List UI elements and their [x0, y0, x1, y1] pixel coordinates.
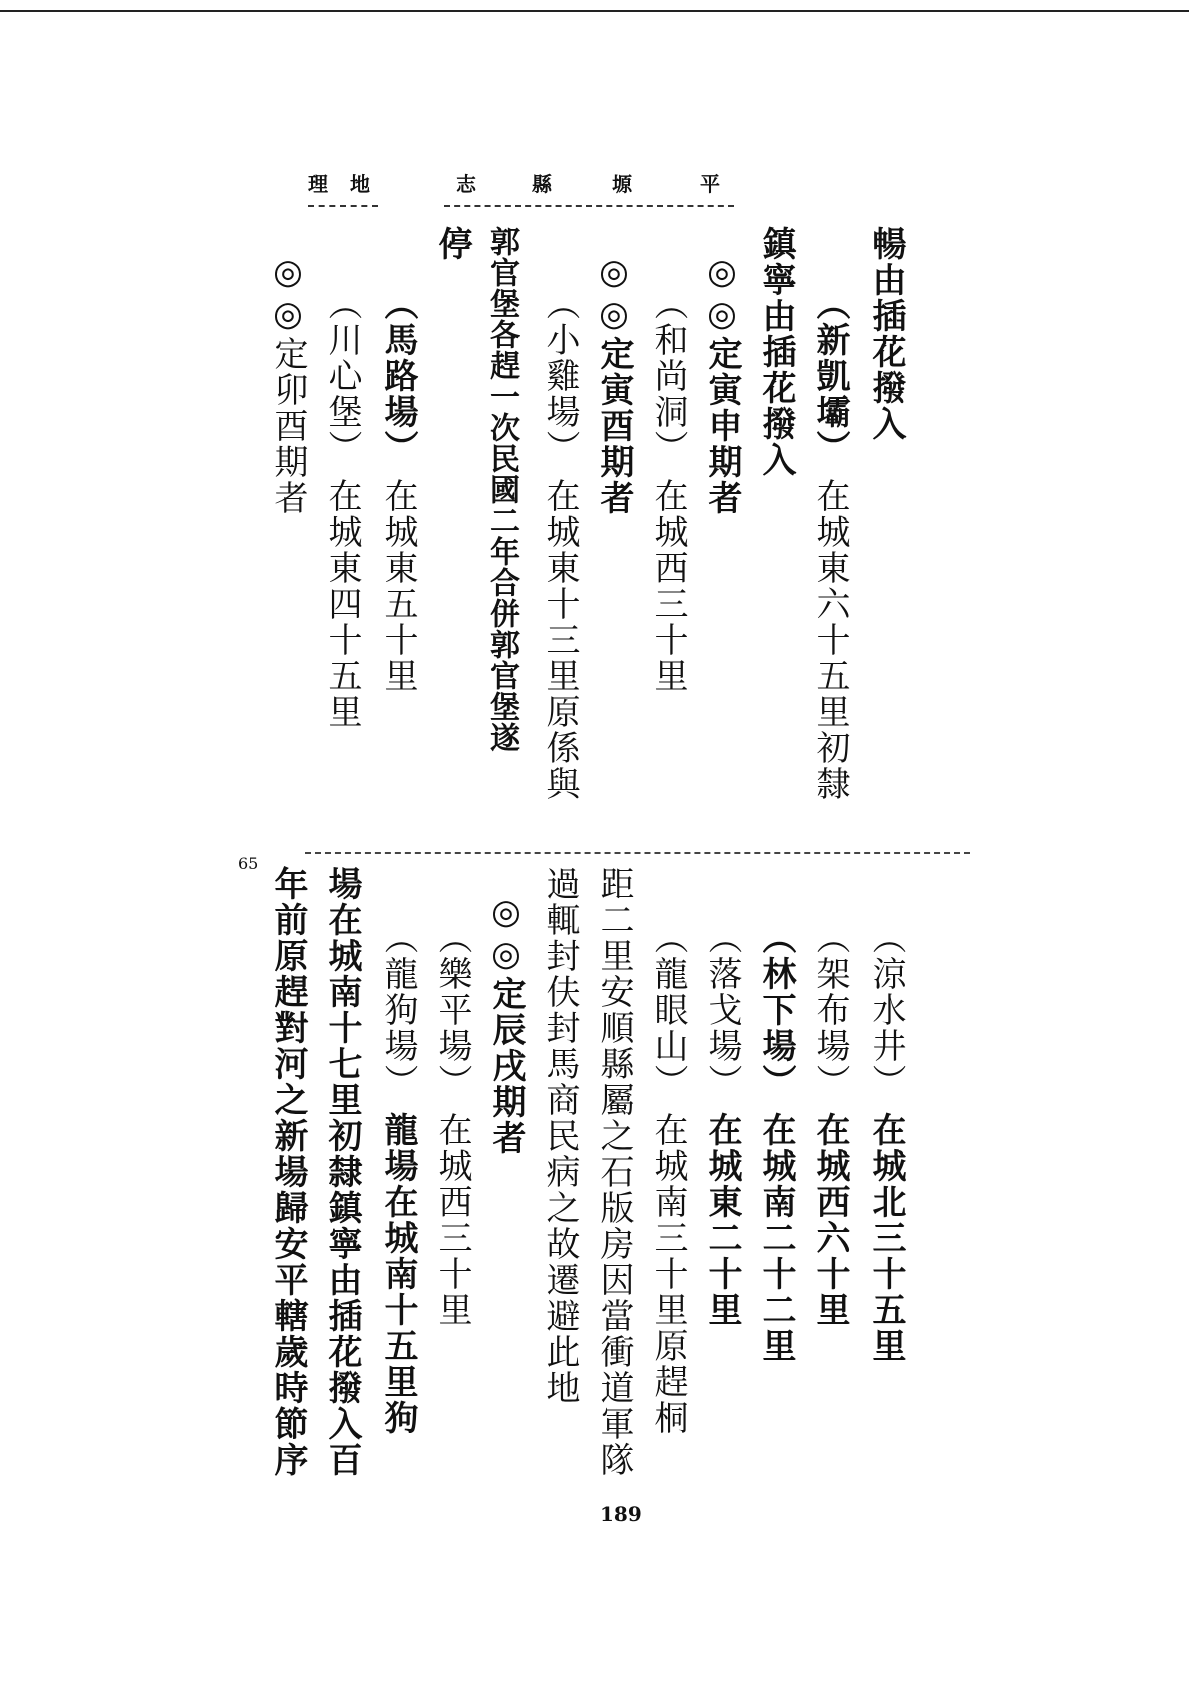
top-border-rule	[0, 10, 1189, 12]
lower-column-4: 在城西六十里	[810, 1112, 850, 1328]
upper-column-12: 停	[432, 226, 472, 262]
page-number: 189	[600, 1502, 642, 1526]
upper-column-13: （馬路場）	[378, 286, 418, 466]
upper-column-15: （川心堡）	[322, 286, 362, 466]
lower-column-5: （林下場）	[756, 920, 796, 1100]
header-char-1: 平	[700, 172, 720, 196]
lower-column-15: 在城西三十里	[432, 1112, 472, 1328]
upper-column-1: 暢由插花撥入	[866, 226, 906, 442]
lower-column-10: 在城南三十里原趕桐	[648, 1112, 688, 1436]
header-char-3: 縣	[532, 172, 552, 196]
lower-column-19: 年前原趕對河之新場歸安平轄歲時節序	[268, 866, 308, 1478]
lower-column-11: 距二里安順縣屬之石版房因當衝道軍隊	[594, 866, 634, 1478]
upper-column-17: ◎◎定卯酉期者	[268, 252, 308, 516]
lower-column-6: 在城南二十二里	[756, 1112, 796, 1364]
upper-column-16: 在城東四十五里	[322, 478, 362, 730]
lower-column-1: （涼水井）	[866, 920, 906, 1100]
lower-column-16: （龍狗場）	[378, 920, 418, 1100]
lower-column-3: （架布場）	[810, 920, 850, 1100]
upper-column-6: （和尚洞）	[648, 286, 688, 466]
lower-column-9: （龍眼山）	[648, 920, 688, 1100]
lower-column-2: 在城北三十五里	[866, 1112, 906, 1364]
lower-column-18: 場在城南十七里初隸鎮寧由插花撥入百	[322, 866, 362, 1478]
header-char-6: 理	[308, 172, 328, 196]
lower-column-17: 龍場在城南十五里狗	[378, 1112, 418, 1436]
lower-column-14: （樂平場）	[432, 920, 472, 1100]
upper-column-4: 鎮寧由插花撥入	[756, 226, 796, 478]
lower-column-12: 過輒封伕封馬商民病之故遷避此地	[540, 866, 580, 1406]
section-divider	[305, 852, 970, 854]
header-char-4: 志	[456, 172, 476, 196]
header-char-5: 地	[350, 172, 370, 196]
upper-column-14: 在城東五十里	[378, 478, 418, 694]
margin-number: 65	[238, 854, 259, 873]
upper-column-3: 在城東六十五里初隸	[810, 478, 850, 802]
header-char-2: 塬	[612, 172, 632, 196]
lower-column-13: ◎◎定辰戌期者	[486, 892, 526, 1156]
upper-column-11: 郭官堡各趕一次民國二年合併郭官堡遂	[484, 226, 519, 753]
upper-column-7: 在城西三十里	[648, 478, 688, 694]
lower-column-8: 在城東二十里	[702, 1112, 742, 1328]
upper-column-9: （小雞場）	[540, 286, 580, 466]
lower-column-7: （落戈場）	[702, 920, 742, 1100]
upper-column-2: （新凱壩）	[810, 286, 850, 466]
upper-column-5: ◎◎定寅申期者	[702, 252, 742, 516]
header-rule-left	[308, 205, 378, 207]
header-rule-right	[444, 205, 734, 207]
upper-column-10: 在城東十三里原係與	[540, 478, 580, 802]
upper-column-8: ◎◎定寅酉期者	[594, 252, 634, 516]
